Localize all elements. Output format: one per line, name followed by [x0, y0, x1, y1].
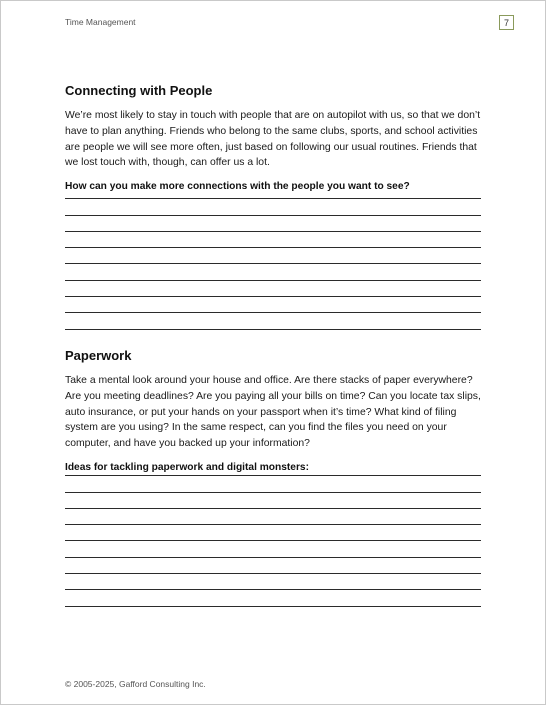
section-title: Connecting with People	[65, 83, 213, 98]
writing-line[interactable]	[65, 590, 481, 606]
writing-line[interactable]	[65, 509, 481, 525]
writing-area-paperwork[interactable]	[65, 460, 481, 607]
writing-line[interactable]	[65, 232, 481, 248]
writing-line[interactable]	[65, 183, 481, 199]
section-paperwork	[65, 348, 483, 473]
writing-line[interactable]	[65, 281, 481, 297]
writing-line[interactable]	[65, 297, 481, 313]
writing-line[interactable]	[65, 199, 481, 215]
section-body: Take a mental look around your house and office. Are there stacks of paper everywhere? Are you meeting deadlines? Are you paying all your bills on time? Can you locate tax slips, auto insurance, or put your hands on your passport when it’s time? What kind of filing system are you using? In the same respect, can you find the files you need on your computer, and have you backed up your information?	[65, 375, 481, 450]
writing-area-connecting[interactable]	[65, 183, 481, 330]
writing-line[interactable]	[65, 558, 481, 574]
footer-copyright: © 2005-2025, Gafford Consulting Inc.	[65, 679, 206, 689]
writing-line[interactable]	[65, 493, 481, 509]
writing-line[interactable]	[65, 460, 481, 476]
writing-line[interactable]	[65, 541, 481, 557]
writing-line[interactable]	[65, 216, 481, 232]
writing-line[interactable]	[65, 476, 481, 492]
writing-line[interactable]	[65, 313, 481, 329]
section-connecting-with-people	[65, 83, 483, 192]
section-body: We’re most likely to stay in touch with people that are on autopilot with us, so that we don’t have to plan anything. Friends who belong to the same clubs, sports, and school activities are people we will see more often, just based on following our usual routines. Friends that we lost touch with, though, can offer us a lot.	[65, 110, 481, 169]
page-number-box: 7	[499, 15, 514, 30]
section-title: Paperwork	[65, 348, 132, 363]
question-prompt: Ideas for tackling paperwork and digital monsters:	[65, 461, 309, 473]
question-prompt: How can you make more connections with the people you want to see?	[65, 181, 410, 193]
running-header: Time Management	[65, 17, 136, 27]
writing-line[interactable]	[65, 525, 481, 541]
writing-line[interactable]	[65, 574, 481, 590]
writing-line[interactable]	[65, 264, 481, 280]
writing-line[interactable]	[65, 248, 481, 264]
